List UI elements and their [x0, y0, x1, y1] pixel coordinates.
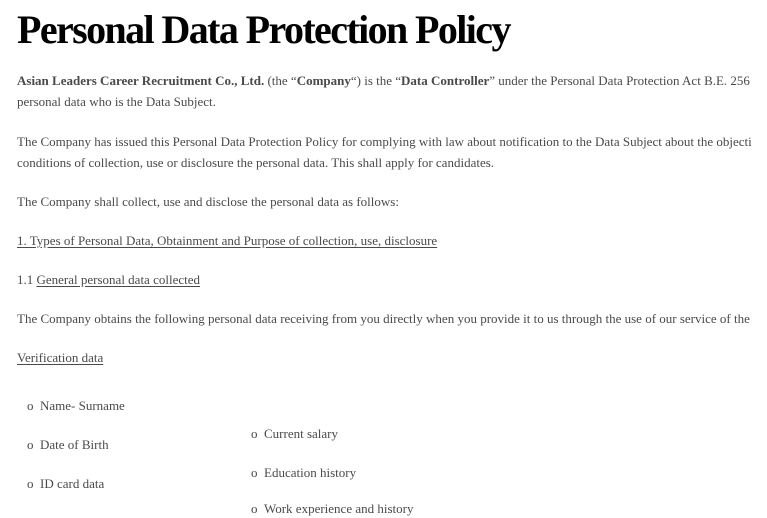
- data-controller-label: Data Controller: [401, 73, 490, 88]
- policy-paragraph-line-2: conditions of collection, use or disclosure the personal data. This shall apply for candidates.: [17, 155, 495, 170]
- company-label: Company: [296, 73, 351, 88]
- intro-text-c: ” under the Personal Data Protection Act B.E. 256: [489, 73, 750, 88]
- section-1-1-heading: [17, 269, 200, 290]
- company-name: Asian Leaders Career Recruitment Co., Ltd.: [17, 73, 265, 88]
- bullet-item: [251, 425, 338, 443]
- intro-text-b: “) is the “: [350, 73, 402, 88]
- bullet-item: [27, 397, 125, 415]
- section-1-1-number: 1.1: [17, 272, 37, 287]
- bullet-work-experience: Work experience and history: [264, 501, 414, 516]
- bullet-item: [251, 500, 413, 518]
- intro-paragraph-line-1: [17, 70, 750, 91]
- bullet-item: [27, 436, 109, 454]
- bullet-marker: o: [251, 501, 258, 516]
- bullet-name-surname: Name- Surname: [40, 398, 125, 413]
- obtain-paragraph: The Company obtains the following personal data receiving from you directly when you provide it to us through the use of our service of the: [17, 311, 750, 326]
- intro-text-a: (the “: [264, 73, 297, 88]
- bullet-marker: o: [251, 426, 258, 441]
- page-title: Personal Data Protection Policy: [17, 7, 510, 52]
- bullet-id-card-data: ID card data: [40, 476, 105, 491]
- section-1-heading: 1. Types of Personal Data, Obtainment and Purpose of collection, use, disclosure: [17, 233, 438, 248]
- bullet-education-history: Education history: [264, 465, 357, 480]
- collect-paragraph: The Company shall collect, use and disclose the personal data as follows:: [17, 194, 399, 209]
- policy-paragraph-line-1: The Company has issued this Personal Data Protection Policy for complying with law about notification to the Data Subject about the objecti: [17, 134, 752, 149]
- verification-data-heading: Verification data: [17, 350, 104, 365]
- bullet-item: [251, 464, 356, 482]
- bullet-marker: o: [27, 476, 34, 491]
- section-1-1-title: General personal data collected: [36, 272, 200, 287]
- bullet-marker: o: [27, 437, 34, 452]
- bullet-marker: o: [251, 465, 258, 480]
- bullet-item: [27, 475, 104, 493]
- bullet-current-salary: Current salary: [264, 426, 339, 441]
- intro-paragraph-line-2: personal data who is the Data Subject.: [17, 94, 216, 109]
- bullet-date-of-birth: Date of Birth: [40, 437, 109, 452]
- bullet-marker: o: [27, 398, 34, 413]
